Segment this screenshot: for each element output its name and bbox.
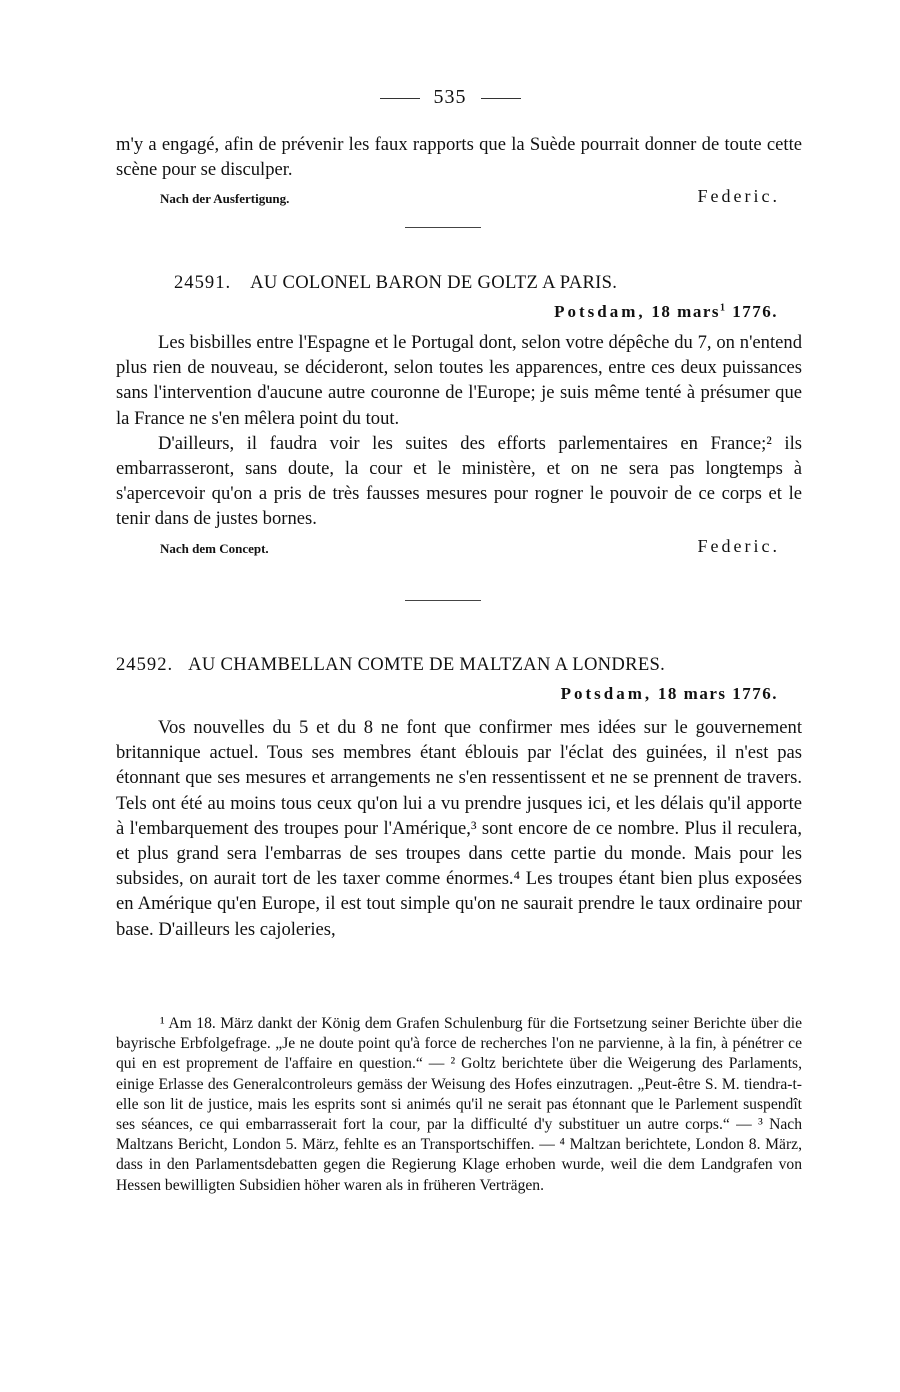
letter-paragraph: Vos nouvelles du 5 et du 8 ne font que confirmer mes idées sur le gouvernement britannique actuel. Tous ses membres étant éblouis par l'éclat des guinées, il n'est pas étonnant que ses mesures et arrangements ne s'en ressentissent et ne se prennent de travers. Tels ont été au moins tous ceux qu'on lui a vu prendre jusques ici, et les délais qu'il apporte à l'embarquement des troupes pour l'Amérique,³ sont encore de ce nombre. Plus il reculera, et plus grand sera l'embarras de ses troupes dans cette partie du monde. Mais pour les subsides, on aurait tort de les taxer comme énormes.⁴ Les troupes étant bien plus exposées en Amérique qu'en Europe, il est tout simple qu'on ne saurait prendre le taux ordinaire pour base. D'ailleurs les cajoleries, — [116, 717, 802, 940]
letter-heading — [116, 654, 802, 676]
letter-number: 24591. — [174, 272, 232, 293]
letter-body — [116, 715, 802, 942]
dateline-place: Potsdam, — [560, 684, 653, 703]
dateline-year: 1776. — [732, 302, 778, 321]
source-note: Nach dem Concept. — [160, 540, 269, 556]
letter-heading — [116, 272, 802, 294]
page-number-dash-right — [481, 98, 521, 99]
dateline-footnote-ref: 1 — [720, 302, 727, 314]
section-divider — [405, 600, 481, 601]
footnotes — [116, 1014, 802, 1196]
intro-closing — [116, 186, 802, 208]
intro-paragraph: m'y a engagé, afin de prévenir les faux rapports que la Suède pourrait donner de toute cette scène pour se disculper. — [116, 134, 802, 181]
letter-number: 24592. — [116, 654, 174, 675]
dateline-place: Potsdam, — [554, 302, 646, 321]
letter-body — [116, 330, 802, 558]
letter-dateline — [554, 302, 778, 322]
letter-paragraph: D'ailleurs, il faudra voir les suites des efforts parlementaires en France;² ils embarrasseront, sans doute, la cour et le ministère, et on ne sera pas longtemps à s'apercevoir qu'on a pris de très fausses mesures pour rogner le pouvoir de ce corps et le tenir dans de justes bornes. — [116, 432, 802, 530]
dateline-date: 18 mars — [651, 302, 720, 321]
dateline-date: 18 mars 1776. — [657, 684, 778, 703]
letter-dateline — [561, 684, 778, 704]
source-note: Nach der Ausfertigung. — [160, 191, 290, 207]
signature: Federic. — [697, 535, 780, 556]
letter-title: AU CHAMBELLAN COMTE DE MALTZAN A LONDRES. — [188, 654, 666, 675]
letter-title: AU COLONEL BARON DE GOLTZ A PARIS. — [250, 272, 618, 293]
footnote-text: ¹ Am 18. März dankt der König dem Grafen Schulenburg für die Fortsetzung seiner Berichte über die bayrische Erbfolgefrage. „Je ne doute point qu'à force de recherches l'on ne parvienne, à la fin, à pénétrer ce qui en est proprement de l'affaire en question.“ — ² Goltz berichtete über die Weigerung des Parlaments, einige Erlasse des Generalcontroleurs gemäss der Weisung des Hofes einzutragen. „Peut-être S. M. tiendra-t-elle son lit de justice, mais les esprits sont si animés qu'il ne serait pas étonnant que le Parlement suspendît ses séances, ce qui embarrasserait fort la cour, par la difficulté d'y substituer un autre corps.“ — ³ Nach Maltzans Bericht, London 5. März, fehlte es an Transportschiffen. — ⁴ Maltzan berichtete, London 8. März, dass in den Parlamentsdebatten gegen die Regierung Klage erhoben wurde, weil die dem Landgrafen von Hessen bewilligten Subsidien höher waren als in früheren Verträgen. — [116, 1015, 802, 1194]
page-number-dash-left — [380, 98, 420, 99]
page-number: 535 — [0, 86, 900, 109]
section-divider — [405, 227, 481, 228]
letter-paragraph: Les bisbilles entre l'Espagne et le Portugal dont, selon votre dépêche du 7, on n'entend plus rien de nouveau, se décideront, selon toutes les apparences, entre ces deux puissances sans l'intervention d'aucune autre couronne de l'Europe; je suis même tenté à présumer que la France ne s'en mêlera point du tout. — [116, 332, 802, 429]
intro-section — [116, 132, 802, 208]
signature: Federic. — [697, 186, 780, 207]
letter-closing — [116, 536, 802, 558]
